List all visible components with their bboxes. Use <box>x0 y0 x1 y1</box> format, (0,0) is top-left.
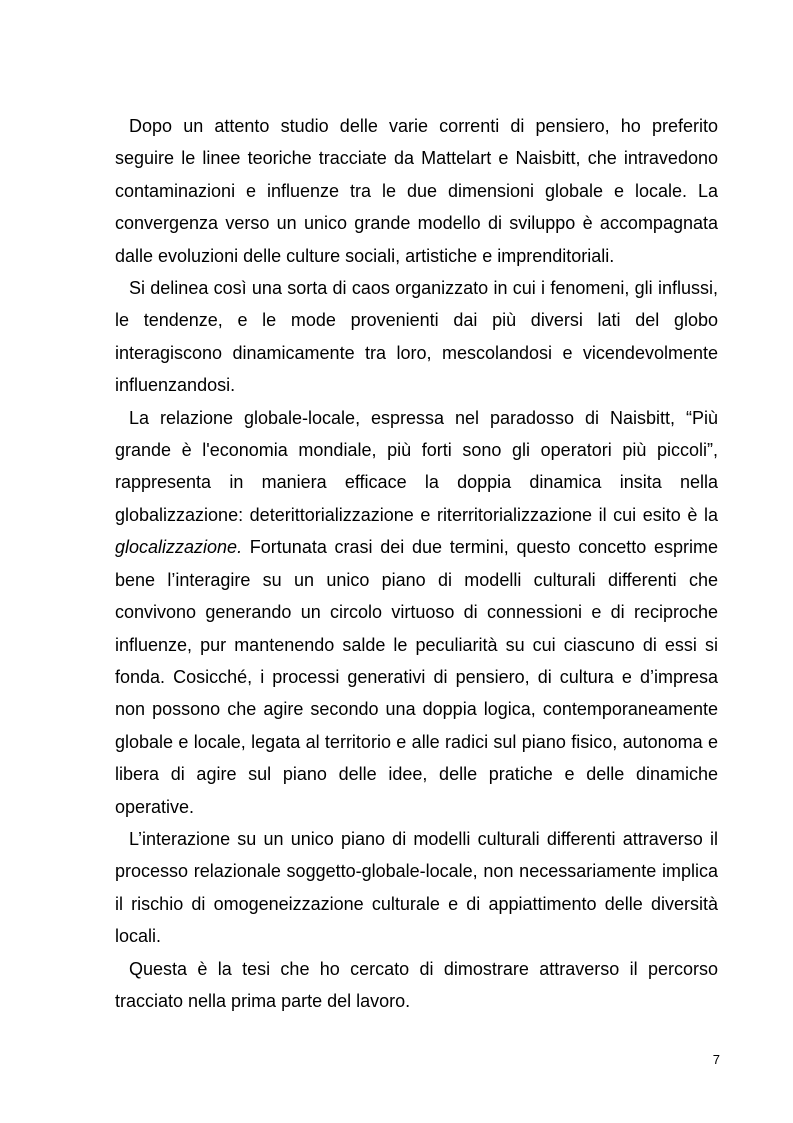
paragraph-5 <box>115 953 718 1018</box>
paragraph-5-text: Questa è la tesi che ho cercato di dimostrare attraverso il percorso tracciato nella prima parte del lavoro. <box>115 958 718 1011</box>
paragraph-3-emphasis: glocalizzazione. <box>115 537 243 558</box>
paragraph-1-text: Dopo un attento studio delle varie correnti di pensiero, ho preferito seguire le linee teoriche tracciate da Mattelart e Naisbitt, che intravedono contaminazioni e influenze tra le due dimensioni globale e locale. La convergenza verso un unico grande modello di sviluppo è accompagnata dalle evoluzioni delle culture sociali, artistiche e imprenditoriali. <box>115 116 718 266</box>
paragraph-4-text: L’interazione su un unico piano di modelli culturali differenti attraverso il processo relazionale soggetto-globale-locale, non necessariamente implica il rischio di omogeneizzazione culturale e di appiattimento delle diversità locali. <box>115 828 718 947</box>
paragraph-4 <box>115 823 718 953</box>
paragraph-3 <box>115 402 718 823</box>
page-number: 7 <box>712 1052 720 1067</box>
paragraph-2-text: Si delinea così una sorta di caos organizzato in cui i fenomeni, gli influssi, le tendenze, e le mode provenienti dai più diversi lati del globo interagiscono dinamicamente tra loro, mescolandosi e vicendevolmente influenzandosi. <box>115 278 718 396</box>
paragraph-3-text-before: La relazione globale-locale, espressa nel paradosso di Naisbitt, “Più grande è l'economia mondiale, più forti sono gli operatori più piccoli”, rappresenta in maniera efficace la doppia dinamica insita nella globalizzazione: deterittorializzazione e riterritorializzazione il cui esito è la <box>115 407 718 525</box>
document-body <box>115 110 718 1017</box>
paragraph-2 <box>115 272 718 402</box>
paragraph-1 <box>115 110 718 272</box>
paragraph-3-text-after: Fortunata crasi dei due termini, questo concetto esprime bene l’interagire su un unico piano di modelli culturali differenti che convivono generando un circolo virtuoso di connessioni e di reciproche influenze, pur mantenendo salde le peculiarità su cui ciascuno di essi si fonda. Cosicché, i processi generativi di pensiero, di cultura e d’impresa non possono che agire secondo una doppia logica, contemporaneamente globale e locale, legata al territorio e alle radici sul piano fisico, autonoma e libera di agire sul piano delle idee, delle pratiche e delle dinamiche operative. <box>115 537 718 817</box>
